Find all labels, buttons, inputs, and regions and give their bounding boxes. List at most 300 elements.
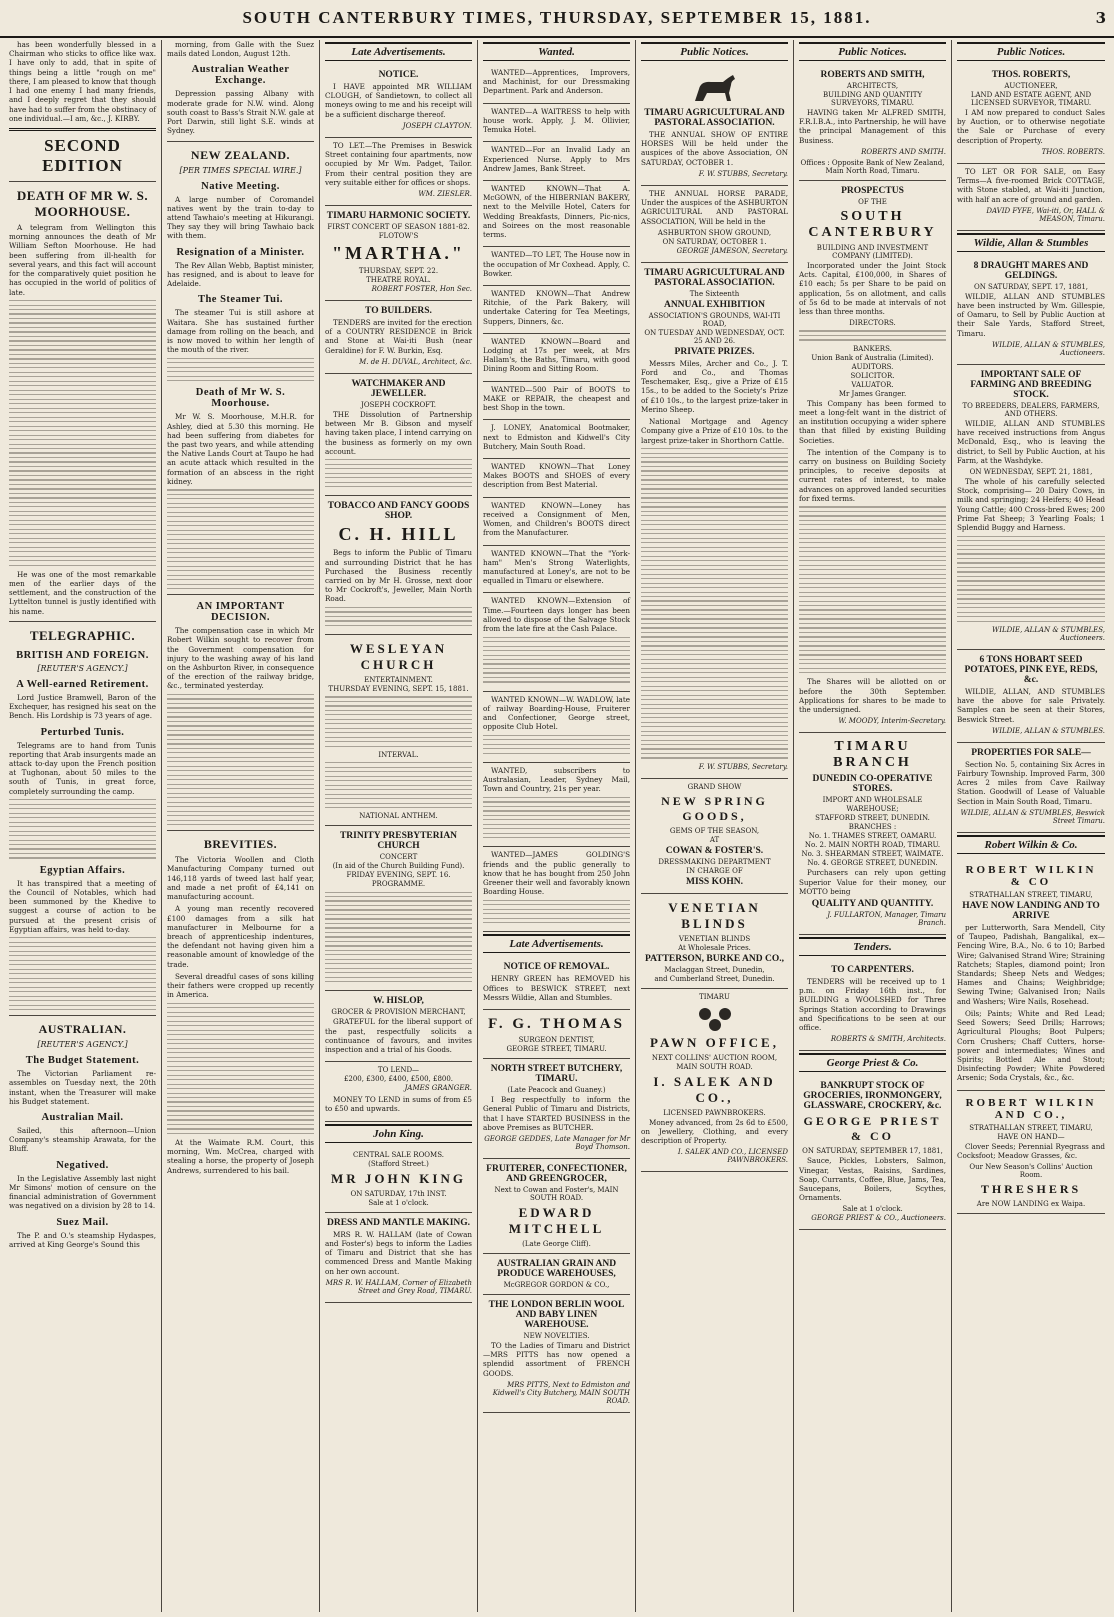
column-5 — [636, 40, 794, 1612]
advertisement — [483, 957, 630, 1010]
ad-signature: ROBERT FOSTER, Hon Sec. — [371, 284, 472, 293]
advertisement — [641, 186, 788, 263]
advertisement — [799, 181, 946, 733]
text-block — [167, 694, 314, 825]
ad-title: NOTICE OF REMOVAL. — [503, 962, 610, 973]
article-paragraph: A telegram from Wellington this morning announces the death of Mr William Sefton Moorhouse. He had been suffering from ill-health for several years, and this fact will account for the comparatively quiet position he has occupied in the world of politics of late. — [9, 222, 156, 297]
classified-ad — [483, 65, 630, 104]
ad-line: No. 1. THAMES STREET, OAMARU. — [808, 832, 937, 841]
ad-text: WANTED—TO LET, The House now in the occupation of Mr Coxhead. Apply, C. Bowker. — [483, 250, 630, 278]
advertisement — [799, 65, 946, 181]
newspaper-columns — [4, 40, 1110, 1612]
section-header: Public Notices. — [957, 42, 1105, 61]
ad-display-title: TIMARU BRANCH — [833, 739, 912, 771]
ad-text: WILDIE, ALLAN, AND STUMBLES have the above for sale Privately. Samples can be seen at their Stores, Beswick Street. — [957, 686, 1105, 724]
ad-text: J. LONEY, Anatomical Bootmaker, next to Edmiston and Kidwell's City Butchery, Main South Road. — [483, 423, 630, 451]
advertisement — [483, 1254, 630, 1295]
section-heading: TELEGRAPHIC. — [29, 627, 136, 643]
ad-display-title: F. G. THOMAS — [488, 1016, 625, 1033]
ad-line: DRESSMAKING DEPARTMENT — [658, 857, 771, 866]
ad-title: PROPERTIES FOR SALE— — [971, 747, 1091, 758]
ad-line: BANKERS. — [853, 344, 892, 353]
ad-text: per Lutterworth, Sara Mendell, City of Taupeo, Padishah, Bangalikal, ex— Fencing Wire, B.A., No. 6 to 10; Barbed Wire; Galvanised Strand Wire; Straining Ratchets; Staples, diamond point; Iron Standards; Sheep Nets and Wedges; Hames and Chains; Weighbridge; Sewing Twine; Galvanised Iron; Nails and Washers; Wire Nails, Rosehead. — [957, 922, 1105, 1006]
ad-signature: I. SALEK AND CO., LICENSED PAWNBROKERS. — [677, 1148, 788, 1165]
ad-text: Messrs Miles, Archer and Co., J. T. Ford and Co., and Thomas Teschemaker, Esq., give a Prize of £15 15s., to be added to the Society's Prize of £10 10s., to the largest prize-taker in Merino Sheep. — [641, 358, 788, 414]
article-heading: A Well-earned Retirement. — [16, 678, 149, 690]
ad-line: ON SATURDAY, SEPT. 17, 1881, — [973, 282, 1089, 291]
ad-line: ON SATURDAY, OCTOBER 1. — [662, 237, 767, 246]
article-paragraph: The Victorian Parliament re-assembles on Tuesday next, the 20th instant, when the Treasurer will make his Budget statement. — [9, 1069, 156, 1106]
ad-title: THOS. ROBERTS, — [991, 70, 1071, 80]
ad-title: ANNUAL EXHIBITION — [663, 299, 766, 310]
classified-ad — [483, 763, 630, 848]
advertisement — [325, 138, 472, 206]
ad-line: FIRST CONCERT OF SEASON 1881-82. — [327, 222, 470, 231]
classified-ad — [483, 420, 630, 459]
ad-title: IMPORTANT SALE OF FARMING AND BREEDING STOCK. — [970, 369, 1092, 400]
ad-line: AUDITORS. — [851, 362, 894, 371]
ad-display-title: "MARTHA." — [332, 242, 465, 263]
classified-ad — [483, 142, 630, 181]
ad-line: CENTRAL SALE ROOMS. — [353, 1150, 444, 1159]
ad-line: FLOTOW'S — [378, 231, 419, 240]
text-block — [167, 358, 314, 382]
ad-title: TIMARU HARMONIC SOCIETY. — [326, 210, 471, 221]
ad-line: TO BREEDERS, DEALERS, FARMERS, AND OTHERS. — [962, 401, 1100, 418]
text-block — [325, 459, 472, 487]
article-paragraph: Mr W. S. Moorhouse, M.H.R. for Ashley, died at 5.30 this morning. He had been suffering from diabetes for the past two years, and while attending the Native Lands Court at Taupo he had an acute attack which resulted in the formation of an abscess in the right kidney. — [167, 412, 314, 486]
article-paragraph: The Victoria Woollen and Cloth Manufacturing Company turned out 146,118 yards of tweed last half year, and made a net profit of £4,141 on manufacturing account. — [167, 855, 314, 902]
ad-display-title: VENETIAN BLINDS — [668, 899, 761, 931]
ad-text: Clover Seeds; Perennial Ryegrass and Cocksfoot; Meadow Grasses, &c. — [957, 1141, 1105, 1160]
advertisement — [325, 826, 472, 991]
advertisement — [641, 989, 788, 1173]
ad-line: ON WEDNESDAY, SEPT. 21, 1881, — [969, 467, 1093, 476]
divider — [167, 594, 314, 595]
section-subheading: BRITISH AND FOREIGN. — [16, 649, 149, 661]
ad-line: INTERVAL. — [378, 750, 419, 759]
ad-title: DUNEDIN CO-OPERATIVE STORES. — [812, 774, 933, 795]
ad-line: STAFFORD STREET, DUNEDIN. — [815, 814, 930, 823]
ad-text: WILDIE, ALLAN AND STUMBLES have received instructions from Angus McDonald, Esq., who is leaving the district, to Sell by Public Auction, at his Farm, at the Washdyke. — [957, 418, 1105, 465]
ad-line: SURGEON DENTIST, — [518, 1036, 595, 1045]
ad-text: The whole of his carefully selected Stock, comprising— 20 Dairy Cows, in milk and springing; 24 Heifers; 40 Head Young Cattle; 400 Cross-bred Ewes; 200 Prime Fat Sheep; 3 Yearling Foals; 1 Splendid Buggy and Harness. — [957, 476, 1105, 533]
section-header: Wildie, Allan & Stumbles — [957, 233, 1105, 252]
ad-title: WATCHMAKER AND JEWELLER. — [351, 378, 446, 399]
ad-title: AUSTRALIAN GRAIN AND PRODUCE WAREHOUSES, — [496, 1258, 617, 1279]
column-3 — [320, 40, 478, 1612]
ad-text: TO LET.—The Premises in Beswick Street containing four apartments, now occupied by Mr Wm. Padget, Tailor. From their central position they are very suitable either for offices or shops. — [325, 140, 472, 187]
ad-title: DRESS AND MANTLE MAKING. — [326, 1217, 471, 1228]
advertisement — [957, 650, 1105, 743]
advertisement — [325, 374, 472, 496]
article-paragraph: The P. and O.'s steamship Hydaspes, arrived at King George's Sound this — [9, 1230, 156, 1249]
ad-line: (Stafford Street.) — [368, 1159, 429, 1168]
ad-display-title: GEORGE PRIEST & CO — [803, 1114, 942, 1144]
ad-signature: THOS. ROBERTS. — [1041, 147, 1105, 156]
ad-line: Sale at 1 o'clock. — [842, 1205, 903, 1214]
advertisement — [483, 1010, 630, 1059]
article-paragraph: Several dreadful cases of sons killing their fathers were cropped up recently in America. — [167, 971, 314, 1000]
ad-line: AUCTIONEER, — [1004, 82, 1058, 90]
advertisement — [325, 991, 472, 1062]
classified-ad — [483, 692, 630, 763]
ad-signature: W. MOODY, Interim-Secretary. — [838, 717, 946, 726]
directors-list — [799, 330, 946, 340]
ad-signature: WM. ZIESLER. — [418, 189, 472, 198]
masthead-title: SOUTH CANTERBURY TIMES, THURSDAY, SEPTEMBER 15, 1881. — [242, 8, 872, 27]
column-1 — [4, 40, 162, 1612]
ad-title: FRUITERER, CONFECTIONER, AND GREENGROCER, — [486, 1163, 627, 1184]
ad-text: I AM now prepared to conduct Sales by Auction, or to otherwise negotiate the Sale or Purchase of every description of Property. — [957, 108, 1105, 145]
ad-line: No. 4. GEORGE STREET, DUNEDIN. — [807, 859, 938, 868]
ad-text: WANTED—A WAITRESS to help with house work. Apply, J. M. Ollivier, Temuka Hotel. — [483, 106, 630, 135]
ad-line: GRAND SHOW — [687, 782, 742, 791]
ad-signature: GEORGE GEDDES, Late Manager for Mr Boyd Thomson. — [484, 1134, 630, 1151]
ad-line: VALUATOR. — [851, 380, 894, 389]
ad-signature: WILDIE, ALLAN & STUMBLES, Auctioneers. — [992, 625, 1105, 642]
programme-list — [325, 762, 472, 808]
agency-note: [REUTER'S AGENCY.] — [37, 1040, 128, 1050]
text-block — [9, 937, 156, 1010]
ad-signature: DAVID FYFE, Wai-iti, Or, HALL & MEASON, Timaru. — [986, 206, 1105, 223]
classified-ad — [483, 286, 630, 334]
ad-title: BANKRUPT STOCK OF GROCERIES, IRONMONGERY, GLASSWARE, CROCKERY, &c. — [803, 1081, 942, 1112]
ad-line: CONCERT — [379, 853, 418, 862]
ad-text: TENDERS are invited for the erection of a COUNTRY RESIDENCE in Brick and Stone at Wai-iti Bush (near Geraldine) for F. W. Burkin, Esq. — [325, 317, 472, 355]
ad-text: Begs to inform the Public of Timaru and surrounding District that he has Purchased the Business recently carried on by Mr H. Grosse, next door to Mr Cockroft's, Jeweller, Main North Road. — [325, 548, 472, 604]
ad-line: NATIONAL ANTHEM. — [359, 812, 438, 821]
ad-line: ON TUESDAY AND WEDNESDAY, OCT. 25 AND 26. — [644, 328, 785, 345]
programme-list — [325, 696, 472, 747]
ad-display-title: C. H. HILL — [338, 524, 459, 545]
ad-display-title: NEW SPRING GOODS, — [661, 793, 768, 823]
section-header: Late Advertisements. — [325, 42, 472, 61]
ad-text: WANTED KNOWN—That the "York-ham" Men's Strong Waterlights, manufactured at Loney's, are not to be equalled in Timaru or elsewhere. — [483, 548, 630, 586]
ad-line: Next to Cowan and Foster's, MAIN SOUTH ROAD. — [494, 1185, 619, 1202]
ad-line: THEATRE ROYAL. — [366, 275, 431, 284]
advertisement — [325, 1062, 472, 1121]
ad-display-title: ROBERT WILKIN AND CO., — [965, 1096, 1097, 1121]
ad-line: Union Bank of Australia (Limited). — [811, 353, 934, 362]
advertisement — [957, 1091, 1105, 1214]
text-block — [167, 489, 314, 589]
article-heading: Australian Mail. — [41, 1112, 124, 1124]
ad-title: QUALITY AND QUANTITY. — [811, 898, 934, 909]
column-6 — [794, 40, 952, 1612]
classified-ad — [483, 593, 630, 691]
section-heading: BREVITIES. — [203, 837, 278, 852]
advertisement — [325, 1147, 472, 1213]
ad-title: ROBERTS AND SMITH, — [820, 70, 925, 80]
divider — [167, 141, 314, 142]
ad-line: ENTERTAINMENT. — [364, 676, 433, 685]
advertisement — [483, 1295, 630, 1413]
section-header: Public Notices. — [799, 42, 946, 61]
divider — [167, 830, 314, 831]
article-heading: Egyptian Affairs. — [39, 864, 126, 876]
ad-text: TO the Ladies of Timaru and District—MRS PITTS has now opened a splendid assortment of FRENCH GOODS. — [483, 1340, 630, 1378]
ad-line: GEMS OF THE SEASON, — [669, 826, 760, 835]
ad-text: WANTED—500 Pair of BOOTS to MAKE or REPAIR, the cheapest and best Shop in the town. — [483, 384, 630, 413]
ad-text: THE Dissolution of Partnership between Mr B. Gibson and myself having taken place, I intend carrying on the business as formerly on my own account. — [325, 409, 472, 456]
ad-line: Offices : Opposite Bank of New Zealand, Main North Road, Timaru. — [800, 158, 945, 175]
ad-title: PATTERSON, BURKE AND CO., — [645, 953, 784, 964]
ad-line: HAVE ON HAND— — [997, 1132, 1065, 1141]
text-block — [799, 506, 946, 673]
article-paragraph: The steamer Tui is still ashore at Waitara. She has sustained further damage from rolling on the beach, and is now moved to within her length of the mouth of the river. — [167, 308, 314, 355]
divider — [9, 621, 156, 622]
ad-line: MAIN SOUTH ROAD. — [676, 1062, 753, 1071]
ad-text: WANTED KNOWN—W. WADLOW, late of railway Boarding-House, Fruiterer and Confectioner, George street, opposite Club Hotel. — [483, 694, 630, 732]
ad-signature: F. W. STUBBS, Secretary. — [698, 169, 788, 178]
ad-signature: ROBERTS AND SMITH. — [861, 147, 946, 156]
advertisement — [799, 733, 946, 935]
ad-line: (Late George Cliff). — [522, 1239, 591, 1248]
ad-line: JOSEPH COCKROFT. — [361, 400, 436, 409]
ad-line: ON SATURDAY, 17th INST. — [350, 1189, 447, 1198]
advertisement — [957, 256, 1105, 365]
ad-line: Maclaggan Street, Dunedin, — [664, 965, 765, 974]
advertisement — [483, 1059, 630, 1159]
ad-signature: WILDIE, ALLAN & STUMBLES, Auctioneers. — [992, 340, 1105, 357]
advertisement — [325, 635, 472, 826]
advertisement — [799, 1076, 946, 1230]
ad-line: (In aid of the Church Building Fund). — [332, 862, 465, 871]
advertisement — [957, 743, 1105, 833]
ad-line: THURSDAY, SEPT. 22. — [358, 266, 439, 275]
ad-text: WILDIE, ALLAN AND STUMBLES have been instructed by Wm. Gillespie, of Oamaru, to Sell by Public Auction at their Sale Yards, Stafford Street, Timaru. — [957, 291, 1105, 338]
section-header: John King. — [325, 1124, 472, 1143]
ad-text: TENDERS will be received up to 1 p.m. on Friday 16th inst., for BUILDING a WOOLSHED for Three Springs Station according to Drawings and Specifications to be seen at our office. — [799, 976, 946, 1033]
article-paragraph: A large number of Coromandel natives went by the train to-day to attend Tawhaio's meeting at Hikurangi. They say they will bring Tawhaio back with them. — [167, 194, 314, 241]
advertisement — [483, 1159, 630, 1254]
article-heading: Suez Mail. — [56, 1216, 109, 1228]
ad-signature: GEORGE JAMESON, Secretary. — [676, 246, 788, 255]
section-header: Wanted. — [483, 42, 630, 61]
ad-title: TRINITY PRESBYTERIAN CHURCH — [339, 831, 458, 852]
text-block — [483, 900, 630, 924]
ad-line: Are NOW LANDING ex Waipa. — [976, 1200, 1086, 1209]
ad-line: Mr James Granger. — [838, 389, 907, 398]
article-paragraph: Lord Justice Bramwell, Baron of the Exchequer, has resigned his seat on the Bench. His Lordship is 73 years of age. — [9, 692, 156, 721]
advertisement — [641, 263, 788, 779]
ad-title: MISS KOHN. — [685, 876, 743, 887]
ad-title: 8 DRAUGHT MARES AND GELDINGS. — [973, 260, 1089, 281]
ad-line: GEORGE STREET, TIMARU. — [506, 1045, 607, 1054]
ad-line: BUILDING AND QUANTITY SURVEYORS, TIMARU. — [822, 91, 923, 107]
ad-line: NEXT COLLINS' AUCTION ROOM, — [651, 1053, 778, 1062]
ad-text: I Beg respectfully to inform the General Public of Timaru and Districts, that I have STARTED BUSINESS in the above Premises as BUTCHER. — [483, 1095, 630, 1132]
ad-signature: J. FULLARTON, Manager, Timaru Branch. — [827, 910, 946, 927]
ad-line: Our New Season's Collins' Auction Room. — [969, 1163, 1093, 1180]
ad-signature: M. de H. DUVAL, Architect, &c. — [359, 357, 472, 366]
ad-line: SOLICITOR. — [850, 371, 895, 380]
ad-display-title: PAWN OFFICE, — [650, 1034, 779, 1050]
ad-text: THE ANNUAL HORSE PARADE, Under the auspices of the ASHBURTON AGRICULTURAL AND PASTORAL ASSOCIATION, Will be held in the — [641, 188, 788, 226]
text-block — [9, 300, 156, 566]
ad-display-title: ROBERT WILKIN & CO — [965, 863, 1097, 888]
advertisement — [641, 894, 788, 989]
ad-signature: GEORGE PRIEST & CO., Auctioneers. — [811, 1214, 946, 1223]
programme-list — [325, 892, 472, 983]
ad-text: HAVING taken Mr ALFRED SMITH, F.R.I.B.A., into Partnership, he will have the principal Management of this Business. — [799, 108, 946, 145]
ad-display-title: MR JOHN KING — [331, 1170, 466, 1186]
text-block — [325, 607, 472, 626]
section-header: Late Advertisements. — [483, 934, 630, 953]
article-paragraph: At the Waimate R.M. Court, this morning, Wm. McCrea, charged with stealing a horse, the property of Joseph Andrews, surrendered to his bail. — [167, 1138, 314, 1175]
ad-text: MRS R. W. HALLAM (late of Cowan and Foster's) begs to inform the Ladies of Timaru and District that she has commenced Dress and Mantle Making on her own account. — [325, 1229, 472, 1276]
horse-emblem-icon — [641, 71, 788, 105]
classified-ad — [483, 382, 630, 421]
agency-note: [PER TIMES SPECIAL WIRE.] — [179, 165, 302, 175]
ad-text: WANTED—For an Invalid Lady an Experienced Nurse. Apply to Mrs Andrew James, Bank Street. — [483, 145, 630, 173]
advertisement — [957, 164, 1105, 231]
ad-line: and Cumberland Street, Dunedin. — [654, 974, 775, 983]
classified-ad — [483, 181, 630, 247]
ad-text: WANTED KNOWN—Board and Lodging at 17s per week, at Mrs Hallam's, the Baths, Timaru, with good Dining Room and Sitting Room. — [483, 336, 630, 374]
ad-title: TO BUILDERS. — [365, 305, 432, 316]
text-block — [9, 799, 156, 858]
ad-line: ON SATURDAY, SEPTEMBER 17, 1881, — [802, 1147, 943, 1156]
ad-line: ARCHITECTS, — [846, 82, 899, 90]
ad-signature: WILDIE, ALLAN & STUMBLES, Beswick Street Timaru. — [960, 808, 1105, 825]
article-paragraph: The compensation case in which Mr Robert Wilkin sought to recover from the Government compensation for injury to the washing away of his land on the Ashburton River, in consequence of the erection of the railway bridge, &c., terminated yesterday. — [167, 626, 314, 691]
ad-line: ASHBURTON SHOW GROUND, — [657, 228, 772, 237]
ad-title: TIMARU AGRICULTURAL AND PASTORAL ASSOCIATION. — [644, 267, 785, 288]
ad-display-title: SOUTH CANTERBURY — [808, 208, 937, 240]
ad-line: At Wholesale Prices. — [678, 943, 751, 952]
divider — [9, 128, 156, 131]
ad-signature: F. W. STUBBS, Secretary. — [698, 762, 788, 771]
ad-title: HAVE NOW LANDING AND TO ARRIVE — [962, 900, 1100, 921]
ad-line: McGREGOR GORDON & CO., — [503, 1280, 610, 1289]
ad-line: The Sixteenth — [689, 289, 740, 298]
ad-line: WAREHOUSE; — [846, 805, 899, 814]
article-paragraph: In the Legislative Assembly last night Mr Simons' motion of censure on the financial administration of Government was negatived on a division by 28 to 14. — [9, 1173, 156, 1211]
article-heading: Negatived. — [56, 1159, 109, 1171]
stock-list — [957, 536, 1105, 622]
ad-line: OF THE — [858, 197, 887, 206]
article-paragraph: He was one of the most remarkable men of the earlier days of the settlement, and the construction of the Lyttelton tunnel is justly identified with his name. — [9, 569, 156, 616]
column-4 — [478, 40, 636, 1612]
classified-ad — [483, 334, 630, 382]
article-paragraph: A young man recently recovered £100 damages from a silk hat manufacturer in Melbourne for a breach of apprenticeship indentures, the defendant not having given him a reasonable amount of knowledge of the trade. — [167, 904, 314, 969]
classified-ad — [483, 546, 630, 594]
article-heading: Australian Weather Exchange. — [191, 64, 290, 87]
ad-text: WANTED, subscribers to Australasian, Leader, Sydney Mail, Town and Country, 21s per year. — [483, 765, 630, 794]
ad-title: TO CARPENTERS. — [831, 964, 914, 975]
article-paragraph: has been wonderfully blessed in a Chairman who sticks to office like wax. I have only to add, that in spite of things being a little "rough on me" there, I am pleased to know that though I had one enemy I had many friends, and I deeply regret that they should have had to suffer from the obstinacy of one individual.—I am, &c., J. KIRBY. — [9, 40, 156, 123]
section-heading: NEW ZEALAND. — [190, 147, 291, 162]
ad-line: PROGRAMME. — [371, 880, 426, 889]
ad-title: THE LONDON BERLIN WOOL AND BABY LINEN WAREHOUSE. — [488, 1299, 625, 1330]
ad-display-title: EDWARD MITCHELL — [508, 1204, 605, 1236]
advertisement — [957, 858, 1105, 1091]
ad-line: STRATHALLAN STREET, TIMARU, — [969, 890, 1093, 899]
article-heading: DEATH OF MR W. S. MOORHOUSE. — [16, 187, 149, 219]
ad-line: THURSDAY EVENING, SEPT. 15, 1881. — [328, 685, 469, 694]
advertisement — [325, 206, 472, 301]
ad-text: National Mortgage and Agency Company give a Prize of £10 10s. to the largest prize-taker in Shorthorn Cattle. — [641, 417, 788, 445]
text-block — [167, 1003, 314, 1134]
ad-display-title: I. SALEK AND CO., — [653, 1073, 776, 1105]
advertisement — [325, 496, 472, 635]
article-paragraph: Telegrams are to hand from Tunis reporting that Arab insurgents made an attack to-day upon the French position at Tughonan, about 50 miles to the south of Tunis, in great force, completely surrounding the camp. — [9, 740, 156, 796]
ad-text: The Shares will be allotted on or before the 30th September. Applications for shares to be made to the undersigned. — [799, 677, 946, 715]
divider — [9, 181, 156, 182]
classified-ad — [483, 498, 630, 546]
advertisement — [641, 65, 788, 186]
ad-line: IMPORT AND WHOLESALE — [822, 796, 923, 805]
ad-signature: MRS R. W. HALLAM, Corner of Elizabeth Street and Grey Road, TIMARU. — [325, 1278, 472, 1295]
ad-text: WANTED—JAMES GOLDING'S friends and the public generally to know that he has bought from 250 John Greener their well and favorably known Boarding House. — [483, 850, 630, 897]
article-paragraph: It has transpired that a meeting of the Council of Notables, which had been summoned by the Khedive to suggest a course of action to be pursued at the present crisis of Egyptian affairs, was held to-day. — [9, 878, 156, 934]
ad-line: LAND AND ESTATE AGENT, AND LICENSED SURVEYOR, TIMARU. — [970, 91, 1092, 107]
ad-text: THE ANNUAL SHOW OF ENTIRE HORSES Will be held under the auspices of the above Association, ON SATURDAY, OCTOBER 1. — [641, 130, 788, 167]
ad-title: PRIVATE PRIZES. — [674, 346, 755, 357]
article-paragraph: The Rev Allan Webb, Baptist minister, has resigned, and is about to leave for Adelaide. — [167, 260, 314, 289]
column-7 — [952, 40, 1110, 1612]
ad-line: LICENSED PAWNBROKERS. — [663, 1108, 766, 1117]
ad-text: WANTED KNOWN—That Loney Makes BOOTS and SHOES of every description from Best Material. — [483, 462, 630, 490]
ad-title: PROSPECTUS — [841, 185, 904, 196]
ad-title: W. HISLOP, — [373, 996, 424, 1007]
section-header: Robert Wilkin & Co. — [957, 835, 1105, 854]
ad-title: NORTH STREET BUTCHERY, TIMARU. — [490, 1064, 623, 1085]
ad-line: STRATHALLAN STREET, TIMARU, — [969, 1123, 1093, 1132]
ad-signature: JAMES GRANGER. — [404, 1084, 472, 1093]
ad-line: IN CHARGE OF — [686, 866, 743, 875]
advertisement — [641, 779, 788, 894]
ad-text: This Company has been formed to meet a long-felt want in the district of an institution occupying a wider sphere than that filled by existing Building Societies. — [799, 398, 946, 445]
article-heading: Native Meeting. — [201, 180, 280, 192]
ad-line: NEW NOVELTIES. — [523, 1331, 590, 1340]
classified-ad — [483, 847, 630, 932]
ad-text: GRATEFUL for the liberal support of the past, respectfully solicits a continuance of favours, and invites inspection and a trial of his Goods. — [325, 1017, 472, 1055]
pawn-balls-icon — [641, 1004, 788, 1032]
ad-title: COWAN & FOSTER'S. — [665, 845, 764, 856]
ad-text: WANTED KNOWN—That A. McGOWN, of the HIBERNIAN BAKERY, next to the Melville Hotel, Caters for Wedding Breakfasts, Dinners, Pic-nics, and Soirees on the most reasonable terms. — [483, 183, 630, 240]
column-2 — [162, 40, 320, 1612]
ad-text: The intention of the Company is to carry on business on Building Society principles, to receive deposits at current rates of interest, to make advances on approved landed securities for fixed terms. — [799, 447, 946, 503]
ad-title: NOTICE. — [378, 70, 419, 80]
ad-line: AT — [709, 835, 720, 844]
ad-signature: MRS PITTS, Next to Edmiston and Kidwell's City Butchery, MAIN SOUTH ROAD. — [492, 1380, 630, 1405]
ad-line: BUILDING AND INVESTMENT COMPANY (LIMITED). — [816, 243, 929, 260]
ad-line: £200, £300, £400, £500, £800. — [343, 1075, 454, 1084]
ad-text: I HAVE appointed MR WILLIAM CLOUGH, of Sandietown, to collect all moneys owing to me and his receipt will be a sufficient discharge thereof. — [325, 82, 472, 119]
advertisement — [957, 65, 1105, 164]
article-paragraph: morning, from Galle with the Suez mails dated London, August 12th. — [167, 40, 314, 59]
agency-note: [REUTER'S AGENCY.] — [37, 663, 128, 673]
ad-text: WANTED KNOWN—That Andrew Ritchie, of the Park Bakery, will undertake Catering for Tea Meetings, Suppers, Dinners, &c. — [483, 288, 630, 326]
ad-signature: WILDIE, ALLAN & STUMBLES. — [992, 726, 1105, 735]
ad-line: ASSOCIATION'S GROUNDS, WAI-ITI ROAD, — [648, 311, 781, 328]
ad-line: (Late Peacock and Guaney.) — [507, 1086, 606, 1095]
ad-title: TOBACCO AND FANCY GOODS SHOP. — [327, 501, 470, 522]
ad-text: HENRY GREEN has REMOVED his Offices to BESWICK STREET, next Messrs Wildie, Allan and Stumbles. — [483, 974, 630, 1002]
section-header: George Priest & Co. — [799, 1053, 946, 1072]
ad-line: No. 2. MAIN NORTH ROAD, TIMARU. — [804, 841, 941, 850]
ad-text: Purchasers can rely upon getting Superior Value for their money, our MOTTO being — [799, 868, 946, 896]
ad-line: DIRECTORS. — [849, 319, 896, 328]
section-heading: AUSTRALIAN. — [38, 1022, 127, 1037]
classified-ad — [483, 104, 630, 143]
ad-line: BRANCHES : — [848, 823, 897, 832]
ad-title: 6 TONS HOBART SEED POTATOES, PINK EYE, REDS, &c. — [964, 654, 1098, 685]
article-heading: Resignation of a Minister. — [176, 246, 305, 258]
